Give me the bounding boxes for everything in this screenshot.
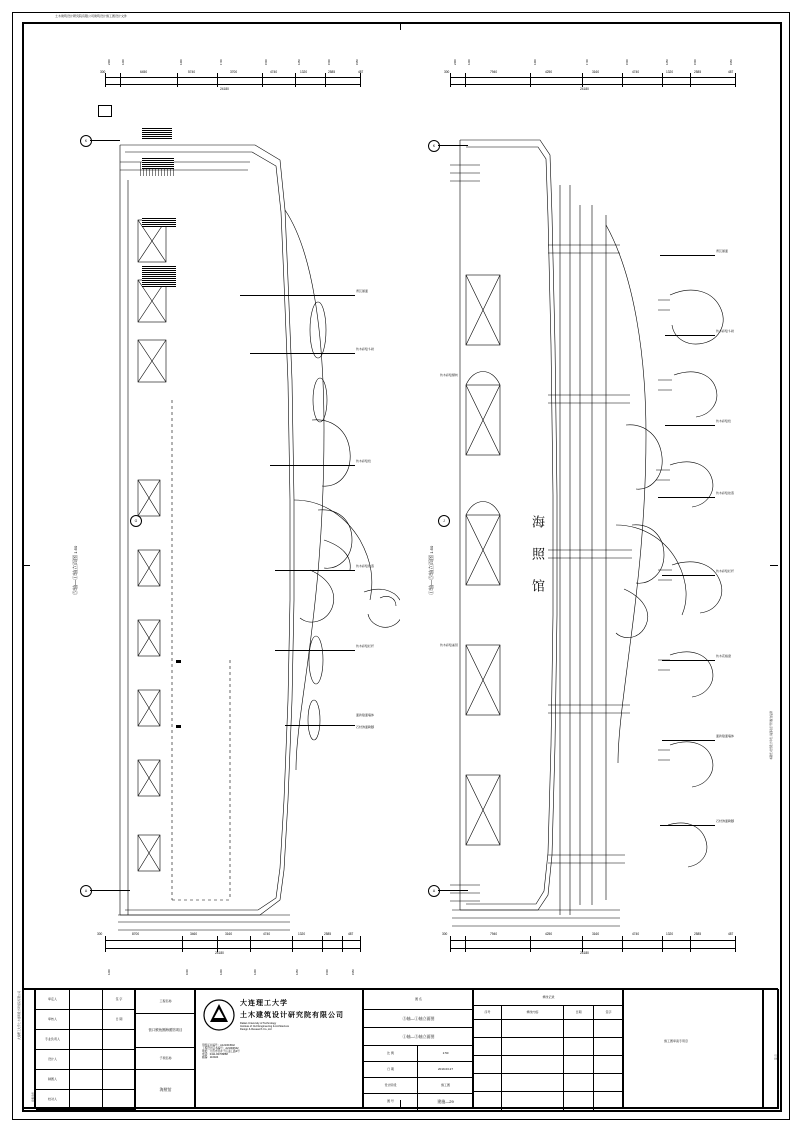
revision-row-1-c2[interactable] [564, 1038, 594, 1056]
date-value: 2019.03.27 [418, 1062, 473, 1078]
sign-row-label-3: 设计人 [36, 1050, 70, 1070]
revision-col-3: 签字 [594, 1006, 623, 1020]
signature-grid [35, 989, 135, 1109]
sign-row-value-1[interactable] [70, 1010, 103, 1030]
annotation-1: 仿木彩绘斗拱 [356, 347, 375, 351]
dim-right-small-0: 2400 [454, 59, 457, 65]
sign-row-label-1: 审核人 [36, 1010, 70, 1030]
dim-top-5: 2585 [328, 70, 336, 74]
dim-right-left-offset: 300 [444, 70, 450, 74]
dim-right-small-2: 1400 [534, 59, 537, 65]
dim-bottom-6: 487 [348, 932, 354, 936]
dim-top-3: 4740 [270, 70, 278, 74]
dim-right-bottom-4: 1320 [666, 932, 674, 936]
drawing-name-block [363, 989, 473, 1109]
right-annotation-3: 仿木彩绘挂落 [716, 491, 735, 495]
revision-row-1-c1[interactable] [502, 1038, 564, 1056]
sign-row-value-4[interactable] [70, 1070, 103, 1090]
revision-row-0-c3[interactable] [594, 1020, 623, 1038]
dim-top-4: 1320 [300, 70, 308, 74]
date-label: 日 期 [364, 1062, 418, 1078]
revision-row-1-c0[interactable] [474, 1038, 502, 1056]
scale-label: 比 例 [364, 1046, 418, 1062]
dim-right-top-6: 487 [728, 70, 734, 74]
dim-right-bottom-0: 7940 [490, 932, 498, 936]
cert-line-3: 电话：0411-84708888 [202, 1053, 228, 1056]
revision-row-4-c0[interactable] [474, 1092, 502, 1110]
drawing-no-label: 图 号 [364, 1094, 418, 1110]
dim-small-0: 2400 [108, 59, 111, 65]
company-name-cn2: 土木建筑设计研究院有限公司 [240, 1012, 344, 1019]
roof-tile-hatch-2 [142, 157, 174, 169]
approval-title: 施工图审查专用章 [664, 1039, 689, 1043]
revision-table [473, 989, 623, 1109]
sign-blank-4[interactable] [103, 1070, 136, 1090]
dim-bottom-2: 3160 [225, 932, 233, 936]
sign-row-label-4: 制图人 [36, 1070, 70, 1090]
roof-detail-box [98, 105, 112, 117]
dim-left-offset: 300 [100, 70, 106, 74]
revision-row-3-c3[interactable] [594, 1074, 623, 1092]
dim-bottom-offset: 300 [97, 932, 103, 936]
sheet-left-edge-note: 大连理工大学土木建筑设计研究院有限公司 [18, 990, 21, 1040]
dim-top-6: 487 [358, 70, 364, 74]
dim-small-4: 1500 [265, 59, 268, 65]
dim-right-bottom-1: 4250 [545, 932, 553, 936]
dim-bottom-1: 3460 [190, 932, 198, 936]
annotation-2: 仿木彩绘柱 [356, 459, 372, 463]
revision-col-1: 修改内容 [502, 1006, 564, 1020]
grid-mark-right-J: J [438, 515, 450, 527]
revision-row-2-c2[interactable] [564, 1056, 594, 1074]
dim-top-1: 5740 [188, 70, 196, 74]
right-annotation-1: 仿木彩绘斗拱 [716, 329, 735, 333]
dim-bottom-0: 8700 [132, 932, 140, 936]
left-elevation-view [60, 35, 400, 995]
project-name: 营口鲅鱼圈海照馆项目 [136, 1014, 195, 1048]
project-info-col [135, 989, 195, 1109]
center-mark-right [770, 565, 778, 566]
dim-right-small-3: 1700 [586, 59, 589, 65]
revision-row-4-c1[interactable] [502, 1092, 564, 1110]
dim-right-top-3: 4740 [632, 70, 640, 74]
title-block [22, 988, 778, 1108]
center-mark-left [22, 565, 30, 566]
sign-col-head-1: 日 期 [103, 1010, 136, 1030]
cert-line-0: 甲级证书编号：A121004542 [202, 1044, 235, 1047]
wall-mark-2 [176, 725, 181, 728]
grid-mark-G: G [130, 515, 142, 527]
grid-mark-right-A: A [428, 885, 440, 897]
dim-right-top-0: 7940 [490, 70, 498, 74]
page-strip [763, 989, 779, 1109]
sign-row-value-3[interactable] [70, 1050, 103, 1070]
wall-mark-1 [176, 660, 181, 663]
dim-bottom-small-5: 1500 [326, 969, 329, 975]
sign-blank-5[interactable] [103, 1090, 136, 1110]
approval-stamp-area [623, 989, 763, 1109]
sign-row-label-0: 审定人 [36, 990, 70, 1010]
dim-bottom-4: 1320 [298, 932, 306, 936]
right-annotation-6: 面砖贴面墙体 [716, 734, 735, 738]
company-name-en2: Institute of Civil Engineering & Architecture [240, 1025, 290, 1028]
subitem-name: 海照馆 [159, 1087, 172, 1093]
sign-row-label-2: 专业负责人 [36, 1030, 70, 1050]
right-view-title: ①轴—⑤轴立面图 1:50 [429, 545, 435, 595]
drawing-label: 图 名 [364, 990, 473, 1010]
right-annotation-4: 仿木彩绘栏杆 [716, 569, 735, 573]
sign-row-value-0[interactable] [70, 990, 103, 1010]
dim-right-bottom-total: 24180 [580, 951, 589, 955]
company-block [195, 989, 363, 1109]
drawing-name-2: ①轴—⑤轴立面图 [364, 1028, 473, 1046]
dim-right-small-5: 1250 [666, 59, 669, 65]
roof-tile-hatch-4 [142, 265, 176, 287]
dim-right-bottom-6: 487 [728, 932, 734, 936]
dim-bottom-3: 4740 [263, 932, 271, 936]
dim-small-6: 1500 [328, 59, 331, 65]
revision-row-1-c3[interactable] [594, 1038, 623, 1056]
page-mark: 第 页 [775, 1054, 778, 1060]
annotation-0: 青瓦屋面 [356, 289, 369, 293]
dim-right-small-7: 1950 [730, 59, 733, 65]
dim-bottom-5: 2585 [324, 932, 332, 936]
revision-col-2: 日期 [564, 1006, 594, 1020]
left-strip: 建设单位 [23, 989, 35, 1109]
revision-row-4-c2[interactable] [564, 1092, 594, 1110]
drawing-name-1: ⑤轴—①轴立面图 [364, 1010, 473, 1028]
dim-right-small-4: 1500 [626, 59, 629, 65]
dim-right-bottom-offset: 300 [442, 932, 448, 936]
dim-bottom-small-0: 1200 [108, 969, 111, 975]
dim-right-small-6: 1500 [694, 59, 697, 65]
revision-col-0: 序号 [474, 1006, 502, 1020]
company-name-en1: Dalian University of Technology [240, 1022, 277, 1025]
annotation-6: 石材饰面勒脚 [356, 725, 375, 729]
sign-col-head-0: 签 字 [103, 990, 136, 1010]
drawing-no-value: 建施—29 [437, 1099, 454, 1105]
right-annotation-9: 仿木彩绘雀替 [440, 643, 459, 647]
dim-right-small-1: 1200 [468, 59, 471, 65]
revision-row-3-c1[interactable] [502, 1074, 564, 1092]
phase-value: 施工图 [418, 1078, 473, 1094]
revision-row-4-c3[interactable] [594, 1092, 623, 1110]
annotation-4: 仿木彩绘栏杆 [356, 644, 375, 648]
sign-blank-2[interactable] [103, 1030, 136, 1050]
right-annotation-5: 仿木花格窗 [716, 654, 732, 658]
revision-title: 修改记录 [474, 990, 623, 1006]
dim-right-bottom-2: 3160 [592, 932, 600, 936]
revision-row-0-c2[interactable] [564, 1020, 594, 1038]
sheet-top-note: 土木建筑设计研究院有限公司建筑设计施工图设计文件 [55, 14, 128, 18]
dim-bottom-small-2: 1200 [220, 969, 223, 975]
left-elevation-drawing [80, 100, 400, 970]
dim-right-top-1: 4250 [545, 70, 553, 74]
dim-small-7: 1950 [356, 59, 359, 65]
right-elevation-view [410, 35, 770, 995]
sign-blank-3[interactable] [103, 1050, 136, 1070]
left-view-title: ⑤轴—①轴立面图 1:50 [73, 545, 79, 595]
revision-row-3-c2[interactable] [564, 1074, 594, 1092]
company-name-cn: 大连理工大学 [240, 1000, 288, 1007]
center-mark-top [400, 22, 401, 30]
annotation-3: 仿木彩绘挂落 [356, 564, 375, 568]
revision-row-2-c3[interactable] [594, 1056, 623, 1074]
dim-right-top-5: 2585 [694, 70, 702, 74]
roof-tile-hatch-1 [142, 127, 172, 139]
dim-top-2: 3700 [230, 70, 238, 74]
cert-line-4: 邮编：116024 [202, 1056, 219, 1059]
dim-right-top-2: 3160 [592, 70, 600, 74]
dim-right-bottom-3: 4740 [632, 932, 640, 936]
dim-small-1: 1200 [122, 59, 125, 65]
grid-mark-right-K: K [428, 140, 440, 152]
dim-small-3: 1700 [220, 59, 223, 65]
dim-bottom-small-1: 1000 [186, 969, 189, 975]
grid-mark-A: A [80, 885, 92, 897]
dim-right-top-total: 24180 [580, 87, 589, 91]
revision-row-2-c1[interactable] [502, 1056, 564, 1074]
right-annotation-7: 石材饰面勒脚 [716, 819, 735, 823]
dim-top-total: 24180 [220, 87, 229, 91]
dim-bottom-small-4: 1250 [296, 969, 299, 975]
dim-right-bottom-5: 2585 [694, 932, 702, 936]
grid-mark-K: K [80, 135, 92, 147]
dim-bottom-small-6: 1950 [352, 969, 355, 975]
revision-row-3-c0[interactable] [474, 1074, 502, 1092]
sign-row-value-2[interactable] [70, 1030, 103, 1050]
right-annotation-0: 青瓦屋面 [716, 249, 729, 253]
revision-row-0-c0[interactable] [474, 1020, 502, 1038]
cert-line-1: 工程设计证书编号：A21004542 [202, 1047, 239, 1050]
revision-row-0-c1[interactable] [502, 1020, 564, 1038]
building-sign: 海 照 馆 [530, 515, 545, 594]
phase-label: 设计阶段 [364, 1078, 418, 1094]
right-annotation-2: 仿木彩绘柱 [716, 419, 732, 423]
scale-value: 1:50 [418, 1046, 473, 1062]
annotation-5: 面砖贴面墙体 [356, 713, 375, 717]
company-logo-icon [202, 998, 236, 1032]
company-name-en3: Design & Research Co.,Ltd [240, 1028, 272, 1031]
revision-row-2-c0[interactable] [474, 1056, 502, 1074]
project-label: 工程名称 [136, 990, 195, 1014]
sign-row-value-5[interactable] [70, 1090, 103, 1110]
dim-small-5: 1250 [298, 59, 301, 65]
dim-top-0: 6450 [140, 70, 148, 74]
subitem-label: 子项名称 [136, 1048, 195, 1070]
sign-row-label-5: 校对人 [36, 1090, 70, 1110]
dim-bottom-small-3: 1200 [254, 969, 257, 975]
dim-bottom-total: 24180 [215, 951, 224, 955]
sheet-right-note: 本图纸未经设计单位书面同意不得擅自复制 [770, 710, 773, 760]
right-elevation-drawing [420, 95, 770, 975]
cert-line-2: 地址：大连市甘井子区凌工路2号 [202, 1050, 240, 1053]
roof-tile-hatch-3 [142, 217, 176, 227]
dim-right-top-4: 1320 [666, 70, 674, 74]
right-annotation-8: 仿木彩绘额枋 [440, 373, 459, 377]
dim-small-2: 1400 [180, 59, 183, 65]
